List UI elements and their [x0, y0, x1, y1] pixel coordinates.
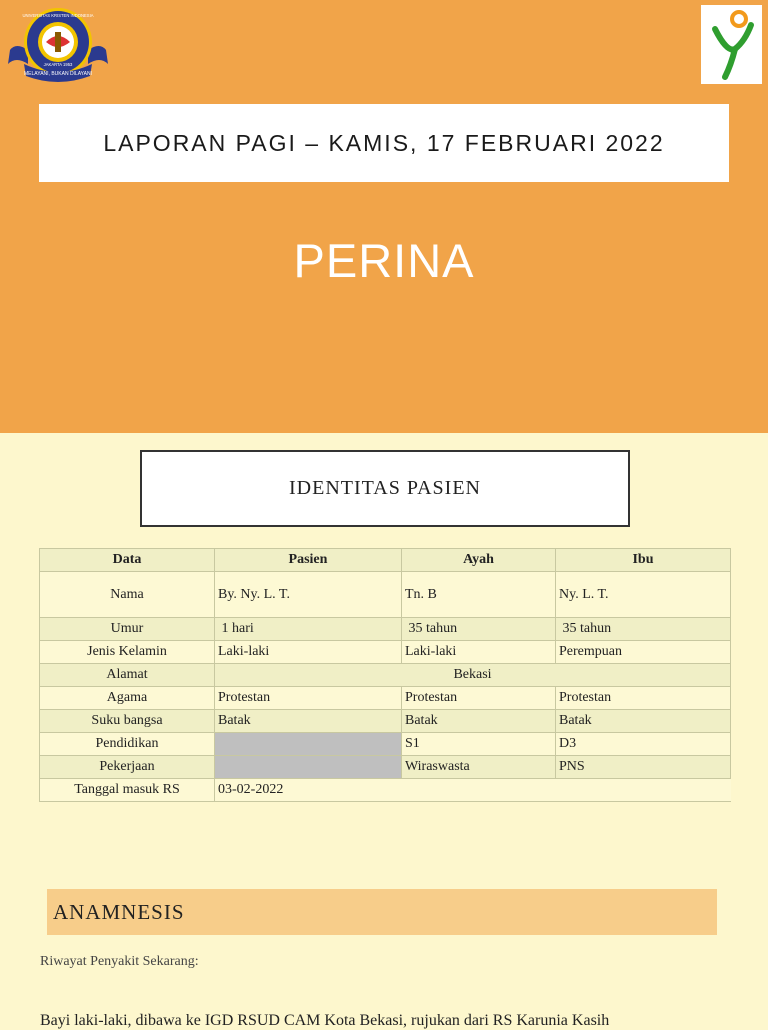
- column-header: Pasien: [215, 549, 402, 572]
- table-cell: Protestan: [215, 687, 402, 710]
- university-seal-icon: [6, 6, 110, 82]
- history-paragraph: Bayi laki-laki, dibawa ke IGD RSUD CAM Kota Bekasi, rujukan dari RS Karunia Kasih: [40, 1012, 610, 1029]
- table-cell: PNS: [556, 756, 731, 779]
- table-cell: Ny. L. T.: [556, 572, 731, 618]
- table-row: [40, 710, 731, 733]
- table-row: [40, 572, 731, 618]
- row-label: Pendidikan: [40, 733, 215, 756]
- table-cell: 1 hari: [215, 618, 402, 641]
- empty-gray-cell: [215, 756, 402, 779]
- row-label: Jenis Kelamin: [40, 641, 215, 664]
- identity-heading: IDENTITAS PASIEN: [289, 477, 481, 499]
- table-row: [40, 756, 731, 779]
- column-header: Ibu: [556, 549, 731, 572]
- row-label: Umur: [40, 618, 215, 641]
- table-cell: 35 tahun: [402, 618, 556, 641]
- table-cell: 03-02-2022: [215, 779, 731, 802]
- title-box: [39, 104, 729, 182]
- table-cell: S1: [402, 733, 556, 756]
- table-cell: Perempuan: [556, 641, 731, 664]
- row-label: Agama: [40, 687, 215, 710]
- table-row: [40, 641, 731, 664]
- table-cell: D3: [556, 733, 731, 756]
- table-header-row: [40, 549, 731, 572]
- table-row: [40, 687, 731, 710]
- row-label: Suku bangsa: [40, 710, 215, 733]
- table-cell: 35 tahun: [556, 618, 731, 641]
- row-label: Tanggal masuk RS: [40, 779, 215, 802]
- hospital-logo-icon: [701, 5, 762, 84]
- anamnesis-heading: ANAMNESIS: [53, 899, 185, 924]
- table-row: [40, 618, 731, 641]
- table-cell: Tn. B: [402, 572, 556, 618]
- row-label: Alamat: [40, 664, 215, 687]
- riwayat-label: Riwayat Penyakit Sekarang:: [40, 954, 199, 969]
- table-cell: By. Ny. L. T.: [215, 572, 402, 618]
- seal-year-text: JAKARTA 1953: [43, 62, 73, 67]
- table-cell-merged: Bekasi: [215, 664, 731, 687]
- identity-heading-box: [140, 450, 630, 527]
- row-label: Pekerjaan: [40, 756, 215, 779]
- table-cell: Laki-laki: [402, 641, 556, 664]
- table-row: [40, 733, 731, 756]
- table-cell: Protestan: [556, 687, 731, 710]
- table-cell: Wiraswasta: [402, 756, 556, 779]
- empty-gray-cell: [215, 733, 402, 756]
- table-cell: Batak: [556, 710, 731, 733]
- department-title: PERINA: [293, 234, 475, 287]
- anamnesis-section-bar: [47, 889, 717, 935]
- column-header: Data: [40, 549, 215, 572]
- row-label: Nama: [40, 572, 215, 618]
- seal-ring-text: UNIVERSITAS KRISTEN INDONESIA: [22, 13, 94, 18]
- table-cell: Laki-laki: [215, 641, 402, 664]
- table-cell: Batak: [402, 710, 556, 733]
- table-cell: Batak: [215, 710, 402, 733]
- table-row: [40, 779, 731, 802]
- patient-identity-table: [39, 548, 731, 802]
- title-banner: [0, 0, 768, 433]
- table-row: [40, 664, 731, 687]
- report-title: LAPORAN PAGI – KAMIS, 17 FEBRUARI 2022: [103, 129, 665, 156]
- column-header: Ayah: [402, 549, 556, 572]
- ribbon-text: MELAYANI, BUKAN DILAYANI: [24, 71, 92, 77]
- table-cell: Protestan: [402, 687, 556, 710]
